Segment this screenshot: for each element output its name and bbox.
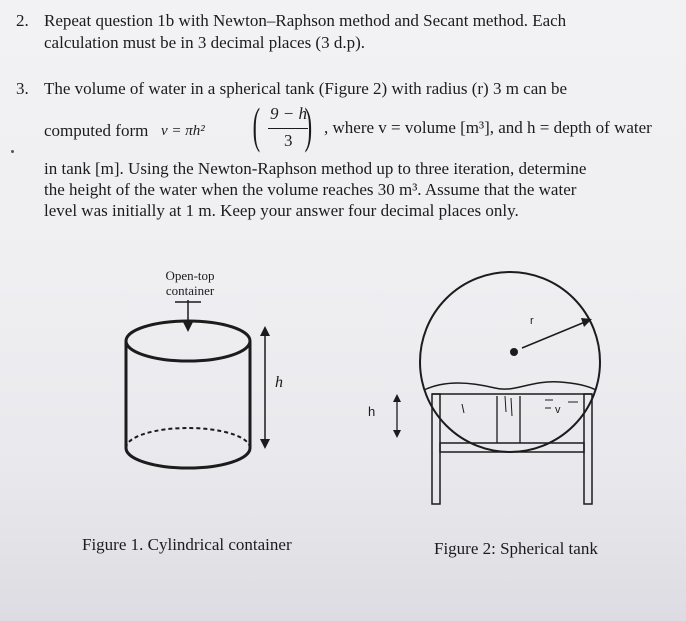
question-3-line-3: in tank [m]. Using the Newton-Raphson method up to three iteration, determine: [44, 159, 587, 178]
question-3-number: 3.: [16, 79, 29, 98]
water-mark: [462, 404, 464, 413]
question-2-line-2: calculation must be in 3 decimal places (3 d.p).: [44, 33, 366, 52]
tank-r-label: r: [530, 315, 534, 327]
formula-lhs: v = πh²: [161, 123, 205, 139]
left-paren: (: [252, 97, 261, 153]
open-top-label-line-1: Open-top: [165, 268, 215, 283]
question-2-line-1: Repeat question 1b with Newton–Raphson method and Secant method. Each: [44, 11, 567, 30]
fraction-denominator: 3: [284, 131, 293, 150]
water-mark: [511, 398, 512, 416]
cylinder-h-label: h: [275, 374, 283, 391]
stand-crossbar: [440, 443, 584, 452]
tank-v-label: v: [555, 404, 561, 416]
right-paren: ): [304, 97, 313, 153]
tank-sphere: [420, 272, 600, 452]
water-surface: [424, 382, 596, 390]
tank-center-dot: [510, 348, 518, 356]
question-2-number: 2.: [16, 11, 29, 30]
open-top-label-line-2: container: [165, 283, 215, 298]
tank-height-arrow-top: [393, 394, 401, 402]
question-3-line-5: level was initially at 1 m. Keep your answer four decimal places only.: [44, 201, 519, 220]
fraction-numerator: 9 − h: [270, 104, 307, 123]
formula-prefix: computed form: [44, 121, 149, 140]
tank-height-arrow-bottom: [393, 430, 401, 438]
question-3-line-4: the height of the water when the volume reaches 30 m³. Assume that the water: [44, 180, 577, 199]
question-3-line-1: The volume of water in a spherical tank (Figure 2) with radius (r) 3 m can be: [44, 79, 568, 98]
tank-h-label: h: [368, 404, 376, 419]
water-mark: [505, 396, 506, 412]
figure-1-caption: Figure 1. Cylindrical container: [82, 535, 292, 554]
formula-suffix: , where v = volume [m³], and h = depth of water: [324, 118, 652, 137]
figure-2-caption: Figure 2: Spherical tank: [434, 539, 598, 558]
